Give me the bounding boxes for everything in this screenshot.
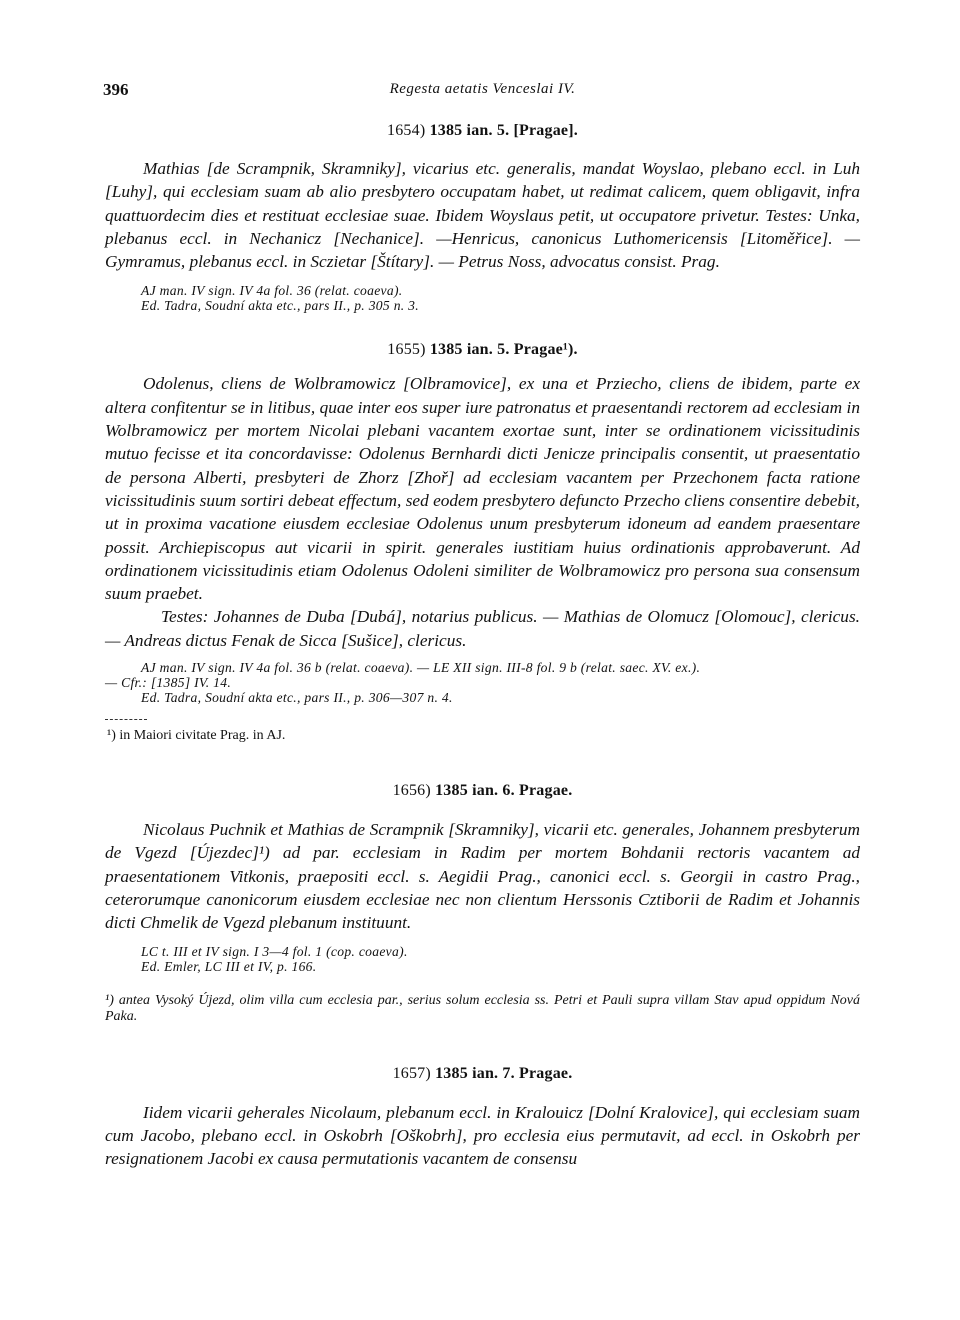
page-number: 396: [103, 80, 129, 99]
edition-line: Ed. Tadra, Soudní akta etc., pars II., p. 305 n. 3.: [141, 298, 419, 314]
regest-text: Iidem vicarii geherales Nicolaum, plebanum eccl. in Kralouicz [Dolní Kralovice], qui ecclesiam suam cum Jacobo, plebano eccl. in Oskobrh [Oškobrh], pro ecclesia eius permutavit, ad eccl. in Oskobrh per resignationem Jacobi ex causa permutationis vacantem de consensu: [105, 1102, 860, 1169]
source-line: AJ man. IV sign. IV 4a fol. 36 (relat. coaeva).: [141, 283, 403, 299]
regest-text: Mathias [de Scrampnik, Skramniky], vicarius etc. generalis, mandat Woyslao, plebano eccl. in Luh [Luhy], qui ecclesiam suam ab alio presbytero occupatam habet, ut redimat calicem, quem obligavit, infra quattuordecim dies et restituat ecclesiae suae. Ibidem Woyslaus petit, ut occupatore privetur. Testes: Unka, plebanus eccl. in Nechanicz [Nechanice]. —Henricus, canonicus Luthomericensis [Litoměřice]. — Gymramus, plebanus eccl. in Sczietar [Štítary]. — Petrus Noss, advocatus consist. Prag.: [105, 159, 860, 272]
regest-date: 1385 ian. 6. Pragae.: [435, 782, 573, 800]
regest-1655: [105, 341, 860, 744]
regest-number: 1655): [387, 341, 426, 359]
regest-number: 1656): [392, 782, 431, 800]
regest-testes: Testes: Johannes de Duba [Dubá], notarius publicus. — Mathias de Olomucz [Olomouc], clericus. — Andreas dictus Fenak de Sicca [Sušice], clericus.: [105, 607, 860, 650]
regest-heading: [105, 122, 860, 140]
regest-heading: [105, 341, 860, 359]
regest-sources: [105, 944, 860, 974]
regest-sources: [105, 283, 860, 313]
footnote-rule: [105, 719, 147, 720]
regest-number: 1657): [392, 1064, 431, 1082]
regest-text: Nicolaus Puchnik et Mathias de Scrampnik [Skramniky], vicarii etc. generales, Johannem presbyterum de Vgezd [Újezdec]¹) ad par. ecclesiam in Radim per mortem Bohdanii rectoris vacantem ad praesentationem Vitkonis, praepositi eccl. s. Aegidii Prag., canonici eccl. s. Georgii in castro Prag., ceterorumque canonicorum eiusdem ecclesiae nec non clientum Herssonis Cztiborii de Radim et Johannis dicti Chmelik de Vgezd plebanum instituunt.: [105, 820, 860, 933]
regest-1656: [105, 782, 860, 1024]
source-line: LC t. III et IV sign. I 3—4 fol. 1 (cop. coaeva).: [141, 943, 408, 959]
regest-number: 1654): [387, 122, 426, 139]
page-header: [105, 80, 860, 110]
edition-line: Ed. Emler, LC III et IV, p. 166.: [141, 958, 317, 974]
regest-text: Odolenus, cliens de Wolbramowicz [Olbramovice], ex una et Prziecho, cliens de ibidem, parte ex altera confitentur se in litibus, quae inter eos super iure patronatus et praesentandi rectorem ad ecclesiam in Wolbramowicz per mortem Nicolai plebani vacantem exortae sunt, inter se ordinationem vicissitudinis mutuo fecisse et ita concordavisse: Odolenus Bernhardi dicti Jenicze principalis consentit, ut praesentatio de persona Alberti, presbyteri de Zhorz [Zhoř] ad ecclesiam vacantem per Przechonem facta ratione vicissitudinis suum sortiri debeat effectum, sed eodem presbytero defuncto Przecho cliens consentire debebit, ut in proxima vacatione eiusdem ecclesiae Odolenus unum presbyterum idoneum ad eandem praesentare possit. Archiepiscopus aut vicarii in spirit. generales iustitiam huius ordinationis approbaverunt. Ad ordinationem vicissitudinis etiam Odolenus Odoleni similiter de Wolbramowicz pro persona sua consensum suum praebet.: [105, 374, 860, 604]
edition-line: Ed. Tadra, Soudní akta etc., pars II., p. 306—307 n. 4.: [141, 690, 453, 706]
page: [105, 80, 860, 1170]
footnote: ¹) in Maiori civitate Prag. in AJ.: [107, 728, 286, 744]
regest-1654: [105, 122, 860, 313]
source-line: AJ man. IV sign. IV 4a fol. 36 b (relat. coaeva). — LE XII sign. III-8 fol. 9 b (relat. saec. XV. ex.).: [141, 660, 701, 676]
source-line: — Cfr.: [1385] IV. 14.: [105, 675, 232, 691]
regest-heading: [105, 782, 860, 800]
running-title: Regesta aetatis Venceslai IV.: [389, 81, 576, 97]
regest-sources: [105, 660, 860, 705]
footnote: ¹) antea Vysoký Újezd, olim villa cum ecclesia par., serius solum ecclesia ss. Petri et Pauli supra villam Stav apud oppidum Nová Paka.: [105, 992, 860, 1024]
regest-heading: [105, 1065, 860, 1083]
regest-date: 1385 ian. 7. Pragae.: [435, 1064, 573, 1082]
regest-date: 1385 ian. 5. [Pragae].: [429, 122, 578, 139]
regest-date: 1385 ian. 5. Pragae¹).: [429, 341, 578, 359]
regest-1657: [105, 1065, 860, 1171]
